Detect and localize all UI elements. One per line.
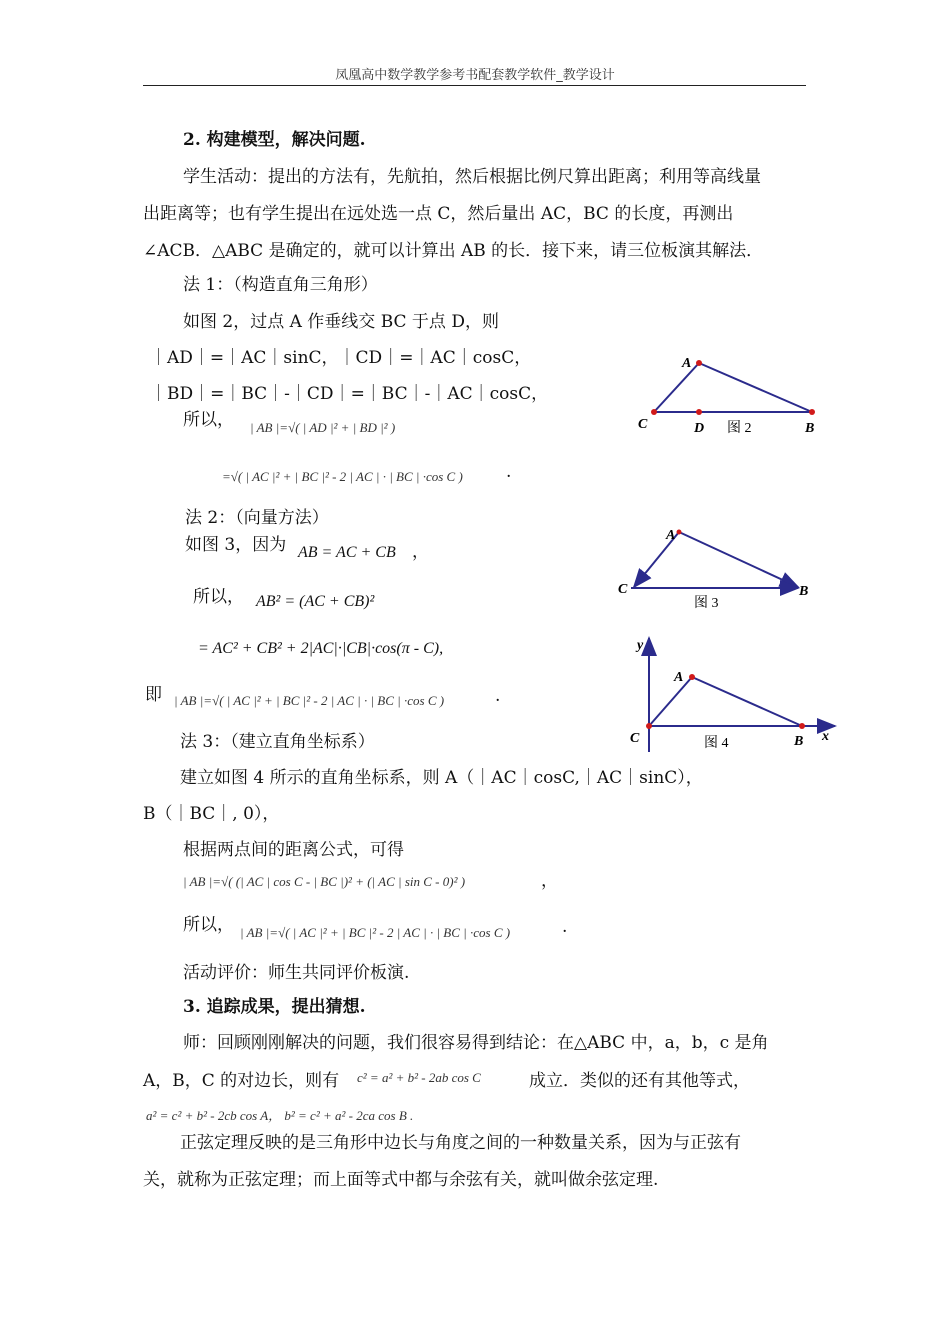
- para1-line3: ∠ACB．△ABC 是确定的，就可以计算出 AB 的长．接下来，请三位板演其解法．: [143, 241, 764, 261]
- method2-formula4-end: .: [495, 686, 501, 706]
- method1-title: 法 1：（构造直角三角形）: [183, 275, 378, 295]
- method2-formula2: AB² = (AC + CB)²: [256, 593, 375, 610]
- para3-line2b: 成立．类似的还有其他等式，: [529, 1071, 750, 1091]
- para1-line1: 学生活动：提出的方法有，先航拍，然后根据比例尺算出距离；利用等高线量: [183, 167, 761, 187]
- fig2-side-ac: [654, 363, 699, 412]
- fig2-point-a: [696, 360, 702, 366]
- method3-formula2: | AB |=√( | AC |² + | BC |² - 2 | AC | · | BC | ·cos C ): [240, 925, 511, 940]
- activity-evaluation: 活动评价：师生共同评价板演.: [183, 963, 410, 983]
- para3-line1: 师：回顾刚刚解决的问题，我们很容易得到结论：在△ABC 中，a，b，c 是角: [183, 1033, 769, 1053]
- method1-line3: ｜BD｜=｜BC｜-｜CD｜=｜BC｜-｜AC｜cosC，: [150, 384, 549, 404]
- fig2-point-c: [651, 409, 657, 415]
- method2-formula1-end: ，: [412, 542, 429, 562]
- method1-line2: ｜AD｜=｜AC｜sinC，｜CD｜=｜AC｜cosC，: [150, 348, 532, 368]
- method2-formula3: = AC² + CB² + 2|AC|·|CB|·cos(π - C),: [198, 640, 444, 657]
- fig2-point-d: [696, 409, 702, 415]
- para3-line2a: A，B，C 的对边长，则有: [143, 1071, 340, 1091]
- fig4-label-b: B: [794, 734, 804, 749]
- fig2-label-a: A: [682, 356, 692, 371]
- fig4-side-ab: [692, 677, 802, 726]
- fig2-point-b: [809, 409, 815, 415]
- method3-line1: 建立如图 4 所示的直角坐标系，则 A（｜AC｜cosC,｜AC｜sinC），: [180, 768, 703, 788]
- method3-formula1-end: ，: [541, 871, 558, 891]
- para3-formula2: a² = c² + b² - 2cb cos A， b² = c² + a² - 2ca cos B .: [146, 1108, 414, 1123]
- fig4-side-ca: [649, 677, 692, 726]
- fig4-label-y: y: [637, 638, 644, 653]
- fig3-label-c: C: [618, 582, 628, 597]
- fig3-point-a: [677, 530, 682, 535]
- fig4-caption: 图 4: [704, 736, 729, 751]
- method1-formula2-end: .: [506, 462, 512, 482]
- section-3-title: 3. 追踪成果，提出猜想.: [183, 997, 366, 1017]
- method1-so: 所以，: [183, 410, 234, 430]
- method3-title: 法 3：（建立直角坐标系）: [180, 732, 375, 752]
- fig4-label-x: x: [822, 729, 829, 744]
- fig3-label-a: A: [666, 528, 676, 543]
- method2-formula4: | AB |=√( | AC |² + | BC |² - 2 | AC | · | BC | ·cos C ): [174, 693, 445, 708]
- fig4-point-b: [799, 723, 805, 729]
- para4-line2: 关，就称为正弦定理；而上面等式中都与余弦有关，就叫做余弦定理.: [143, 1170, 659, 1190]
- fig4-point-a: [689, 674, 695, 680]
- header-rule: [143, 85, 806, 86]
- method3-so: 所以，: [183, 915, 234, 935]
- figure-4: [620, 630, 845, 755]
- fig4-label-c: C: [630, 731, 640, 746]
- fig3-vector-ab: [679, 532, 798, 587]
- method1-line1: 如图 2，过点 A 作垂线交 BC 于点 D，则: [183, 312, 499, 332]
- fig4-point-c: [646, 723, 652, 729]
- method2-so: 所以，: [193, 587, 244, 607]
- para1-line2: 出距离等；也有学生提出在远处选一点 C，然后量出 AC，BC 的长度，再测出: [143, 204, 734, 224]
- fig4-label-a: A: [674, 670, 684, 685]
- fig3-label-b: B: [799, 584, 809, 599]
- method1-formula2: =√( | AC |² + | BC |² - 2 | AC | · | BC | ·cos C ): [222, 469, 463, 484]
- method2-line1: 如图 3，因为: [185, 535, 287, 555]
- method2-title: 法 2：（向量方法）: [185, 508, 329, 528]
- para3-formula1: c² = a² + b² - 2ab cos C: [357, 1070, 481, 1085]
- figure-3: [610, 520, 820, 615]
- fig2-side-ab: [699, 363, 812, 412]
- section-2-title: 2. 构建模型，解决问题.: [183, 130, 366, 150]
- figure-2: [630, 350, 830, 440]
- fig2-label-c: C: [638, 417, 648, 432]
- method3-formula2-end: .: [562, 917, 568, 937]
- fig2-label-d: D: [694, 421, 705, 436]
- method3-formula1: | AB |=√( (| AC | cos C - | BC |)² + (| AC | sin C - 0)² ): [183, 874, 466, 889]
- para4-line1: 正弦定理反映的是三角形中边长与角度之间的一种数量关系，因为与正弦有: [180, 1133, 741, 1153]
- fig2-label-b: B: [805, 421, 815, 436]
- fig2-caption: 图 2: [727, 421, 752, 436]
- method2-formula1: AB = AC + CB: [298, 544, 396, 561]
- fig3-caption: 图 3: [694, 596, 719, 611]
- method3-line2: B（｜BC｜, 0），: [143, 804, 280, 824]
- method2-hence: 即: [145, 685, 162, 705]
- method3-line3: 根据两点间的距离公式，可得: [183, 840, 404, 860]
- method1-formula1: | AB |=√( | AD |² + | BD |² ): [250, 420, 396, 435]
- page-header: 凤凰高中数学教学参考书配套教学软件_教学设计: [335, 68, 615, 83]
